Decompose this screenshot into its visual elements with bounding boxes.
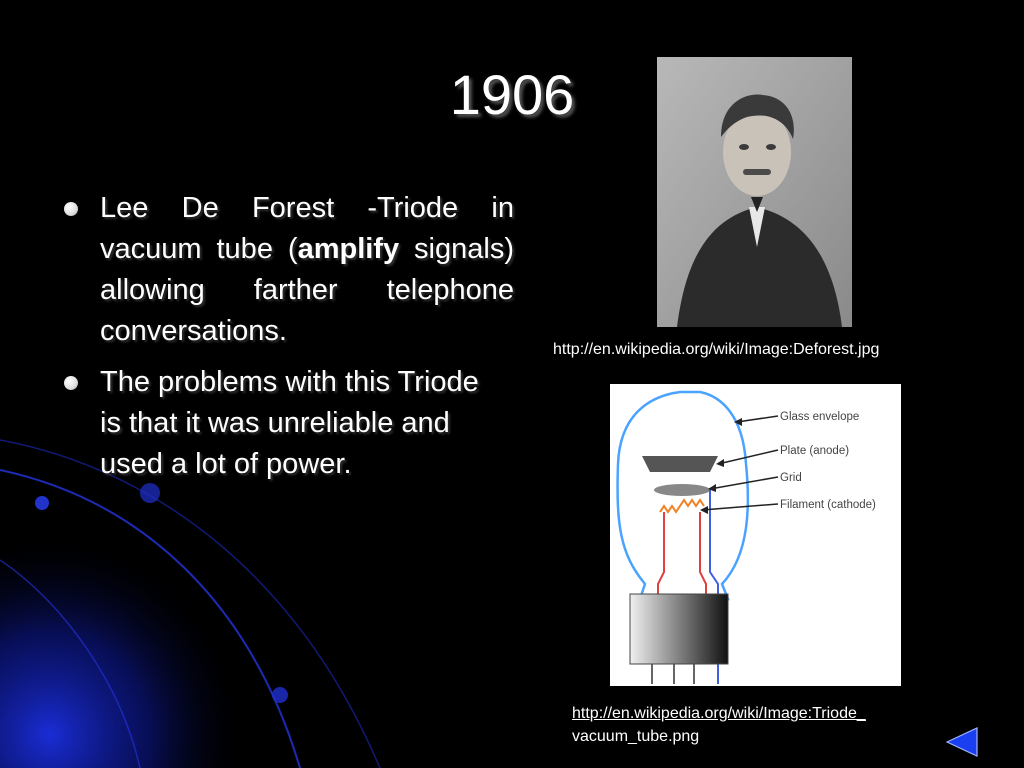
bullet-text-after: signals) allowing farther telephone conversations.: [100, 233, 514, 347]
bullet-dot-icon: [64, 202, 78, 216]
bullet-list: [62, 188, 514, 495]
label-filament: Filament (cathode): [780, 499, 876, 511]
photo-caption: http://en.wikipedia.org/wiki/Image:Deforest.jpg: [553, 341, 880, 358]
bullet-text-before: Lee De Forest -Triode in vacuum tube (: [100, 192, 514, 265]
bullet-bold-text: amplify: [297, 233, 400, 265]
diagram-caption-link[interactable]: http://en.wikipedia.org/wiki/Image:Triode_: [572, 705, 866, 722]
portrait-photo: [657, 57, 852, 327]
label-plate: Plate (anode): [780, 445, 850, 457]
label-grid: Grid: [780, 472, 802, 484]
bullet-dot-icon: [64, 376, 78, 390]
bullet-text: The problems with this Triode is that it was unreliable and used a lot of power.: [100, 366, 479, 480]
triode-diagram: [610, 384, 901, 686]
diagram-caption: [572, 702, 866, 748]
bullet-item: [62, 188, 514, 352]
bullet-item: [62, 362, 500, 485]
diagram-caption-rest: vacuum_tube.png: [572, 728, 700, 745]
slide-title: 1906: [449, 63, 575, 126]
label-glass: Glass envelope: [780, 411, 860, 423]
back-arrow-icon[interactable]: [945, 726, 979, 758]
